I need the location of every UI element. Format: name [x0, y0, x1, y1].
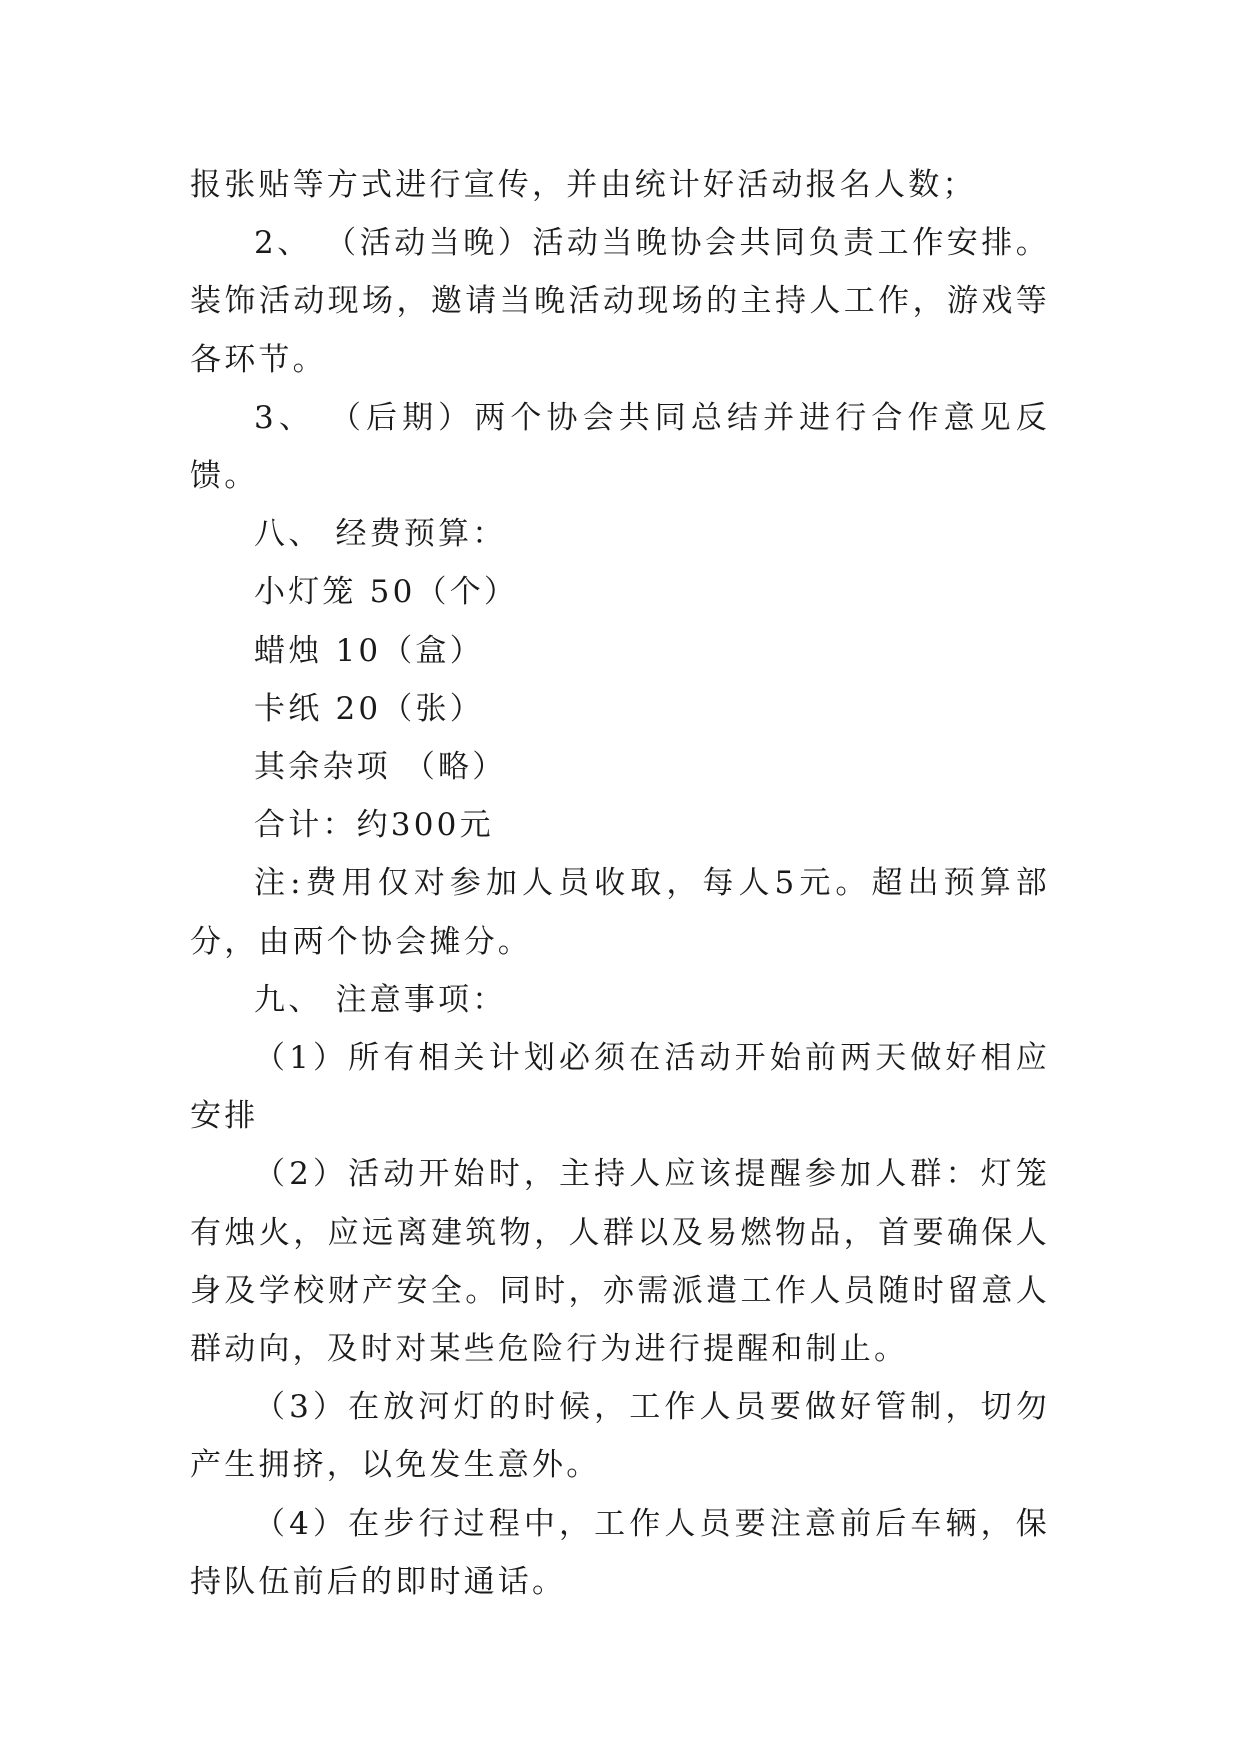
budget-note: 注:费用仅对参加人员收取，每人5元。超出预算部分，由两个协会摊分。 — [190, 865, 1050, 960]
budget-item-cardstock: 卡纸 20（张） — [254, 690, 484, 727]
paragraph-publicity-continuation: 报张贴等方式进行宣传，并由统计好活动报名人数； — [190, 167, 977, 203]
paragraph-later-stage: 3、 （后期）两个协会共同总结并进行合作意见反馈。 — [190, 399, 1050, 495]
precaution-item-2: （2）活动开始时，主持人应该提醒参加人群：灯笼有烛火，应远离建筑物，人群以及易燃物品，首要确保人身及学校财产安全。同时，亦需派遣工作人员随时留意人群动向，及时对某些危险行为进行提醒和制止。 — [190, 1156, 1050, 1368]
budget-item-candles: 蜡烛 10（盒） — [254, 632, 484, 669]
precaution-item-4: （4）在步行过程中，工作人员要注意前后车辆，保持队伍前后的即时通话。 — [190, 1505, 1050, 1600]
section-heading-precautions: 九、 注意事项： — [254, 981, 507, 1018]
budget-item-misc: 其余杂项 （略） — [254, 749, 507, 786]
budget-item-lanterns: 小灯笼 50（个） — [254, 574, 519, 611]
section-heading-budget: 八、 经费预算： — [254, 516, 507, 553]
paragraph-event-night: 2、 （活动当晚）活动当晚协会共同负责工作安排。装饰活动现场，邀请当晚活动现场的主持人工作，游戏等各环节。 — [190, 225, 1050, 378]
document-body — [190, 156, 1050, 1611]
precaution-item-1: （1）所有相关计划必须在活动开始前两天做好相应安排 — [190, 1040, 1050, 1135]
precaution-item-3: （3）在放河灯的时候，工作人员要做好管制，切勿产生拥挤，以免发生意外。 — [190, 1389, 1050, 1484]
budget-total: 合计：约300元 — [254, 807, 494, 844]
